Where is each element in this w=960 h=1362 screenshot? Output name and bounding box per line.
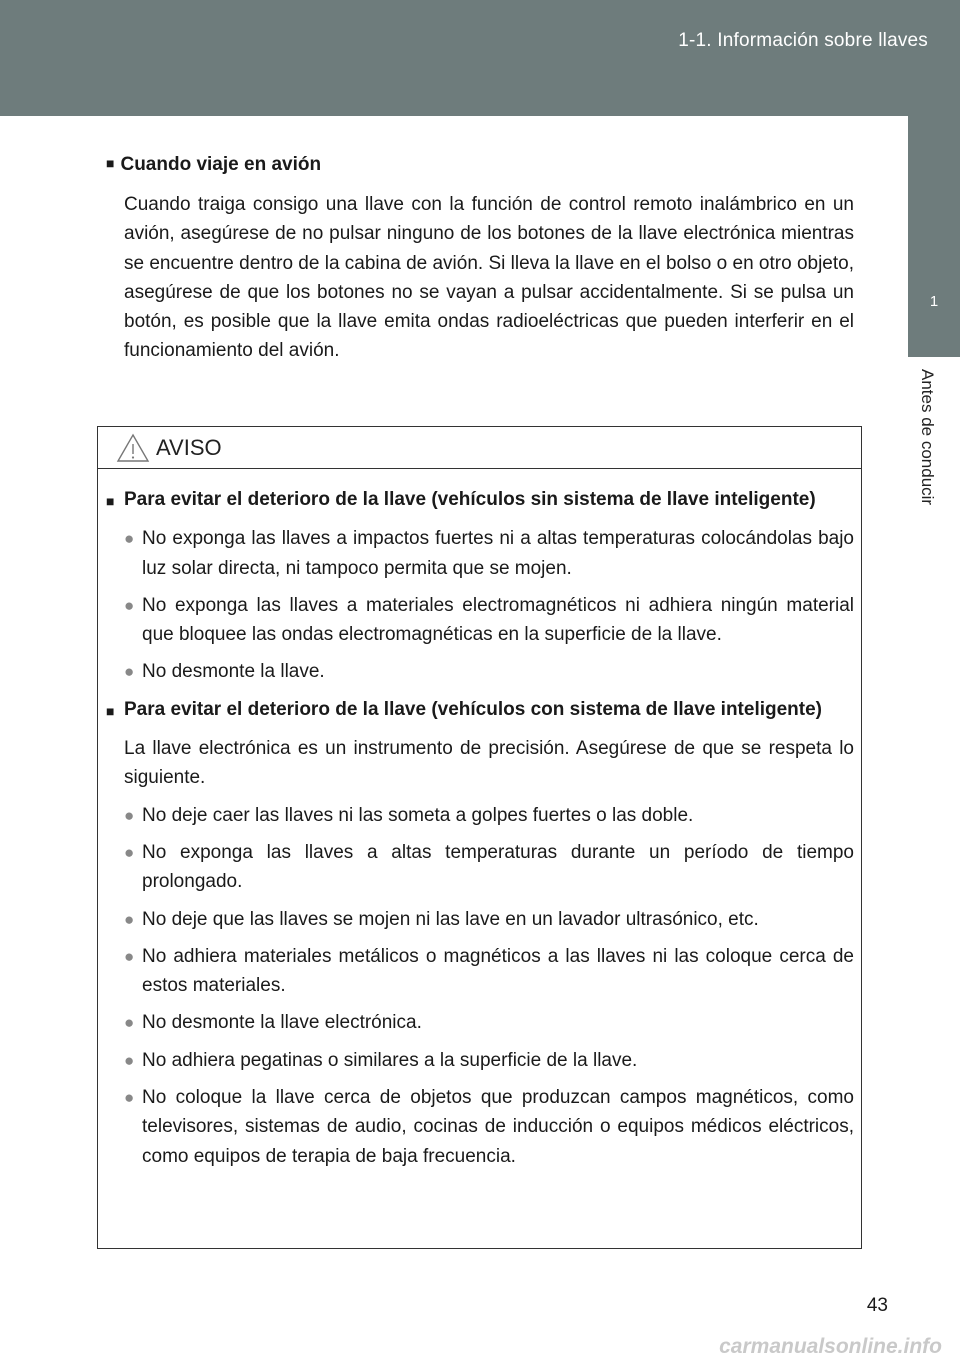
- section-title: 1-1. Información sobre llaves: [678, 30, 928, 51]
- page-number: 43: [866, 1295, 888, 1316]
- circle-bullet-icon: ●: [124, 805, 135, 825]
- list-item: ● No desmonte la llave electrónica.: [124, 1008, 854, 1037]
- square-bullet-icon: ■: [106, 155, 115, 171]
- chapter-tab: [908, 116, 960, 357]
- warning-header: [98, 427, 861, 469]
- circle-bullet-icon: ●: [124, 1088, 135, 1108]
- circle-bullet-icon: ●: [124, 842, 135, 862]
- list-item: ● No exponga las llaves a impactos fuertes ni a altas temperaturas colocándolas bajo luz solar directa, ni tampoco permita que se mojen.: [124, 524, 854, 583]
- warning-title: AVISO: [156, 435, 222, 460]
- circle-bullet-icon: ●: [124, 529, 135, 549]
- list-item: ● No exponga las llaves a materiales electromagnéticos ni adhiera ningún material que bloquee las ondas electromagnéticas en la superficie de la llave.: [124, 591, 854, 650]
- circle-bullet-icon: ●: [124, 662, 135, 682]
- circle-bullet-icon: ●: [124, 595, 135, 615]
- watermark: carmanualsonline.info: [719, 1335, 942, 1358]
- warning-heading-1: ■ Para evitar el deterioro de la llave (vehículos sin sistema de llave inteligente): [106, 485, 854, 516]
- list-item: ● No coloque la llave cerca de objetos que produzcan campos magnéticos, como televisores, sistemas de audio, cocinas de inducción o equipos médicos eléctricos, como equipos de terapia de baja frecuencia.: [124, 1083, 854, 1171]
- chapter-label: Antes de conducir: [918, 369, 937, 506]
- list-item: ● No exponga las llaves a altas temperaturas durante un período de tiempo prolongado.: [124, 838, 854, 897]
- list-item: ● No desmonte la llave.: [124, 657, 854, 686]
- warning-box: [97, 426, 862, 1249]
- circle-bullet-icon: ●: [124, 946, 135, 966]
- warning-intro: La llave electrónica es un instrumento de precisión. Asegúrese de que se respeta lo siguiente.: [124, 738, 854, 789]
- circle-bullet-icon: ●: [124, 909, 135, 929]
- square-bullet-icon: ■: [106, 702, 115, 719]
- warning-content: [106, 485, 854, 1179]
- chapter-number: 1: [929, 293, 939, 310]
- circle-bullet-icon: ●: [124, 1013, 135, 1033]
- list-item: ● No deje que las llaves se mojen ni las lave en un lavador ultrasónico, etc.: [124, 905, 854, 934]
- square-bullet-icon: ■: [106, 493, 115, 509]
- list-item: ● No adhiera materiales metálicos o magnéticos a las llaves ni las coloque cerca de estos materiales.: [124, 942, 854, 1001]
- section-body: Cuando traiga consigo una llave con la función de control remoto inalámbrico en un avión, asegúrese de no pulsar ninguno de los botones de la llave electrónica mientras se encuentre dentro de la cabina de avión. Si lleva la llave en el bolso o en otro objeto, asegúrese de que los botones no se vayan a pulsar accidentalmente. Si se pulsa un botón, es posible que la llave emita ondas radioeléctricas que pueden interferir en el funcionamiento del avión.: [124, 194, 854, 362]
- warning-heading-2: ■ Para evitar el deterioro de la llave (vehículos con sistema de llave inteligente): [106, 695, 854, 726]
- header-bar: [0, 0, 960, 116]
- circle-bullet-icon: ●: [124, 1050, 135, 1070]
- warning-triangle-icon: [116, 433, 150, 463]
- section-heading: [106, 154, 321, 176]
- section-heading-text: Cuando viaje en avión: [120, 154, 322, 175]
- list-item: ● No adhiera pegatinas o similares a la superficie de la llave.: [124, 1046, 854, 1075]
- list-item: ● No deje caer las llaves ni las someta a golpes fuertes o las doble.: [124, 801, 854, 830]
